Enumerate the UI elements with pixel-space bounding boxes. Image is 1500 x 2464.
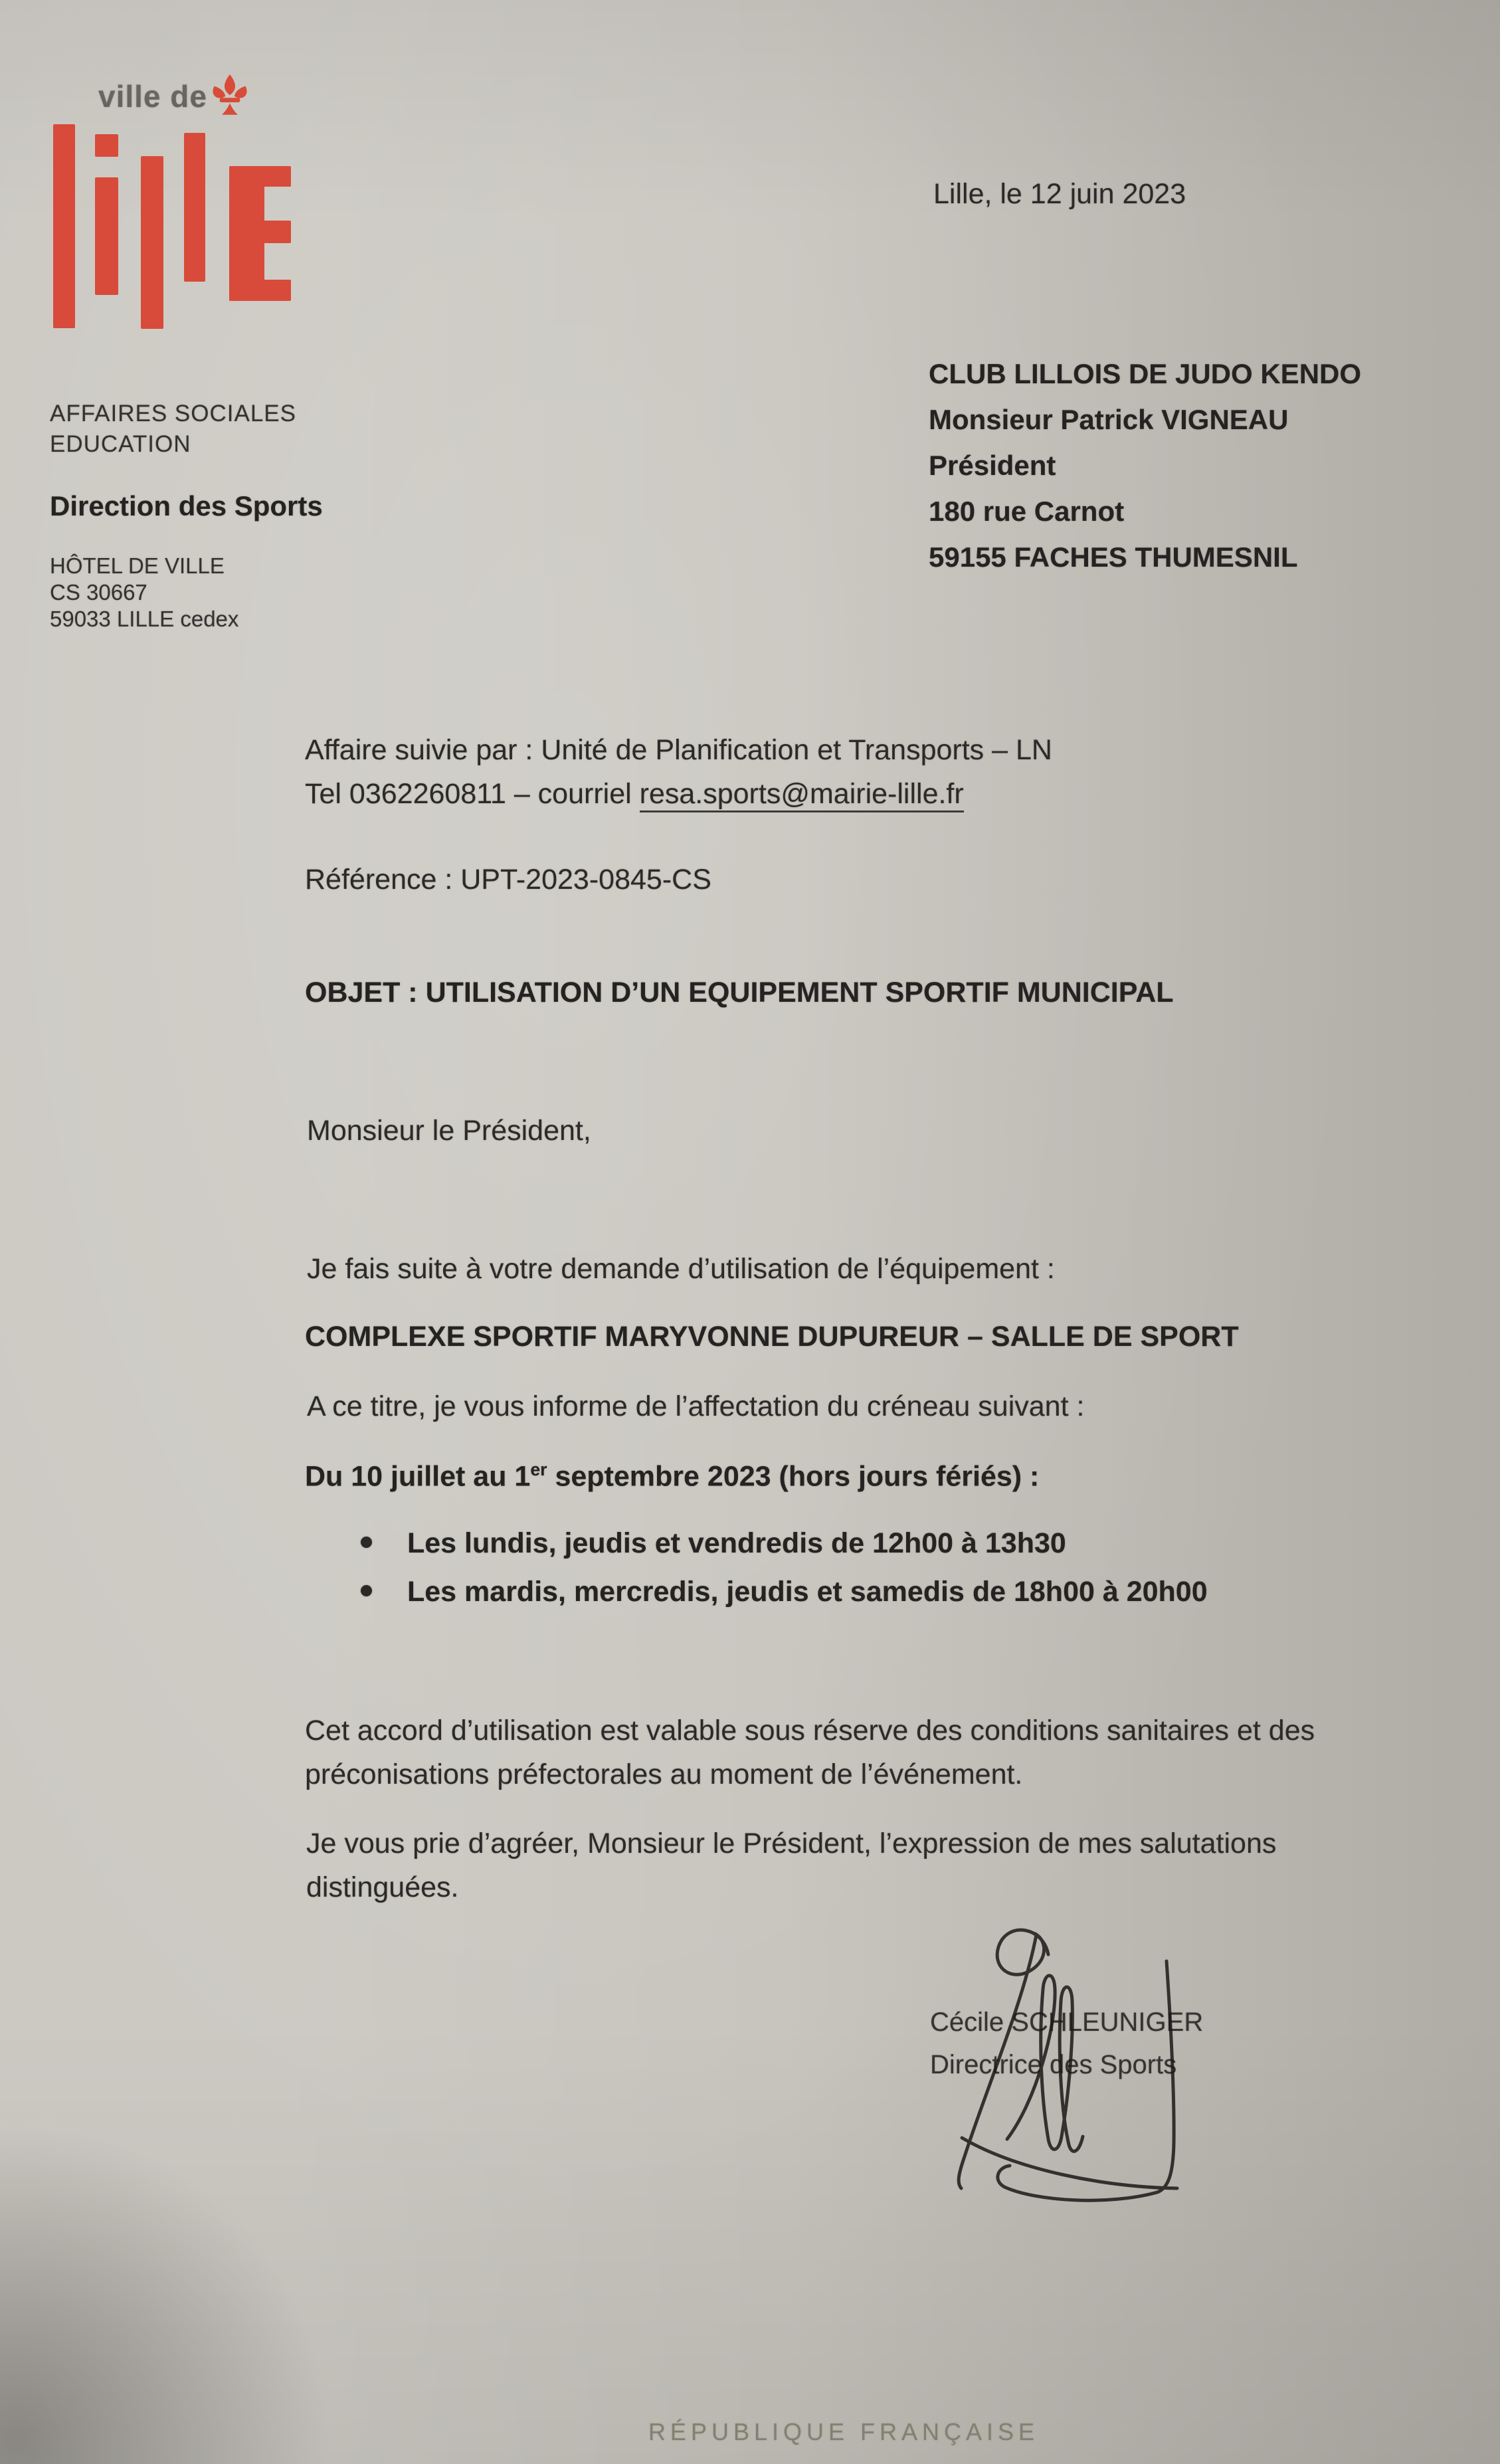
- recipient-city: 59155 FACHES THUMESNIL: [929, 541, 1298, 573]
- sender-department: [50, 399, 296, 460]
- logo-bar-i-dot: [95, 134, 118, 157]
- period-line: [305, 1460, 1039, 1493]
- paragraph-conditions-line1: Cet accord d’utilisation est valable sous réserve des conditions sanitaires et des: [305, 1715, 1315, 1747]
- recipient-club: CLUB LILLOIS DE JUDO KENDO: [929, 358, 1362, 389]
- recipient-name: Monsieur Patrick VIGNEAU: [929, 404, 1289, 435]
- logo-bar-l1: [53, 124, 75, 328]
- email-address: resa.sports@mairie-lille.fr: [640, 778, 964, 812]
- salutation: Monsieur le Président,: [307, 1115, 591, 1147]
- logo-bar-l2: [141, 156, 163, 329]
- footer-republique: RÉPUBLIQUE FRANÇAISE: [648, 2418, 1040, 2445]
- bullet-icon: [361, 1585, 372, 1596]
- sender-address-line2: CS 30667: [50, 580, 147, 605]
- letter-date: Lille, le 12 juin 2023: [933, 178, 1186, 210]
- logo-tagline: ville de: [98, 79, 207, 114]
- recipient-block: [929, 351, 1361, 580]
- sender-dept-line1: AFFAIRES SOCIALES: [50, 401, 296, 426]
- signer-title: Directrice des Sports: [930, 2050, 1177, 2079]
- signer-name: Cécile SCHLEUNIGER: [930, 2008, 1204, 2037]
- sender-dept-line2: EDUCATION: [50, 431, 191, 457]
- paragraph-closing-line1: Je vous prie d’agréer, Monsieur le Président, l’expression de mes salutations: [306, 1828, 1277, 1859]
- affaire-suivie-line: Affaire suivie par : Unité de Planification et Transports – LN: [305, 734, 1052, 766]
- paragraph-conditions: [305, 1709, 1315, 1796]
- sender-direction: Direction des Sports: [50, 490, 323, 521]
- subject-line: OBJET : UTILISATION D’UN EQUIPEMENT SPORTIF MUNICIPAL: [305, 977, 1174, 1008]
- logo-bar-l3: [184, 133, 205, 282]
- contact-block: [305, 728, 1052, 816]
- ville-de-lille-logo: [50, 66, 329, 345]
- logo-e-arm-mid: [229, 221, 291, 243]
- tel-courriel-line: [305, 772, 1052, 816]
- fleur-de-lis-icon: [211, 74, 248, 116]
- paragraph-intro: Je fais suite à votre demande d’utilisation de l’équipement :: [307, 1253, 1055, 1285]
- handwritten-signature-icon: [943, 1920, 1202, 2212]
- paragraph-creneau: A ce titre, je vous informe de l’affectation du créneau suivant :: [307, 1390, 1085, 1422]
- paragraph-conditions-line2: préconisations préfectorales au moment de l’événement.: [305, 1758, 1023, 1790]
- logo-e-arm-top: [229, 166, 291, 187]
- bullet-item-1: Les lundis, jeudis et vendredis de 12h00 à 13h30: [407, 1527, 1066, 1559]
- sender-address-line1: HÔTEL DE VILLE: [50, 553, 225, 578]
- bullet-icon: [361, 1537, 372, 1548]
- recipient-street: 180 rue Carnot: [929, 496, 1125, 527]
- recipient-role: Président: [929, 450, 1056, 481]
- logo-e-arm-bottom: [229, 280, 291, 301]
- logo-bar-i: [95, 177, 118, 295]
- equipment-line: COMPLEXE SPORTIF MARYVONNE DUPUREUR – SALLE DE SPORT: [305, 1321, 1239, 1353]
- tel-courriel-prefix: Tel 0362260811 – courriel: [305, 778, 640, 810]
- paragraph-closing: [306, 1822, 1276, 1909]
- bullet-item-2: Les mardis, mercredis, jeudis et samedis de 18h00 à 20h00: [407, 1576, 1208, 1608]
- period-superscript: er: [530, 1460, 547, 1479]
- sender-address: [50, 553, 238, 632]
- sender-address-line3: 59033 LILLE cedex: [50, 607, 239, 631]
- period-prefix: Du 10 juillet au 1: [305, 1460, 531, 1493]
- period-suffix: septembre 2023 (hors jours fériés) :: [547, 1460, 1040, 1493]
- paragraph-closing-line2: distinguées.: [306, 1871, 459, 1903]
- reference-line: Référence : UPT-2023-0845-CS: [305, 864, 711, 896]
